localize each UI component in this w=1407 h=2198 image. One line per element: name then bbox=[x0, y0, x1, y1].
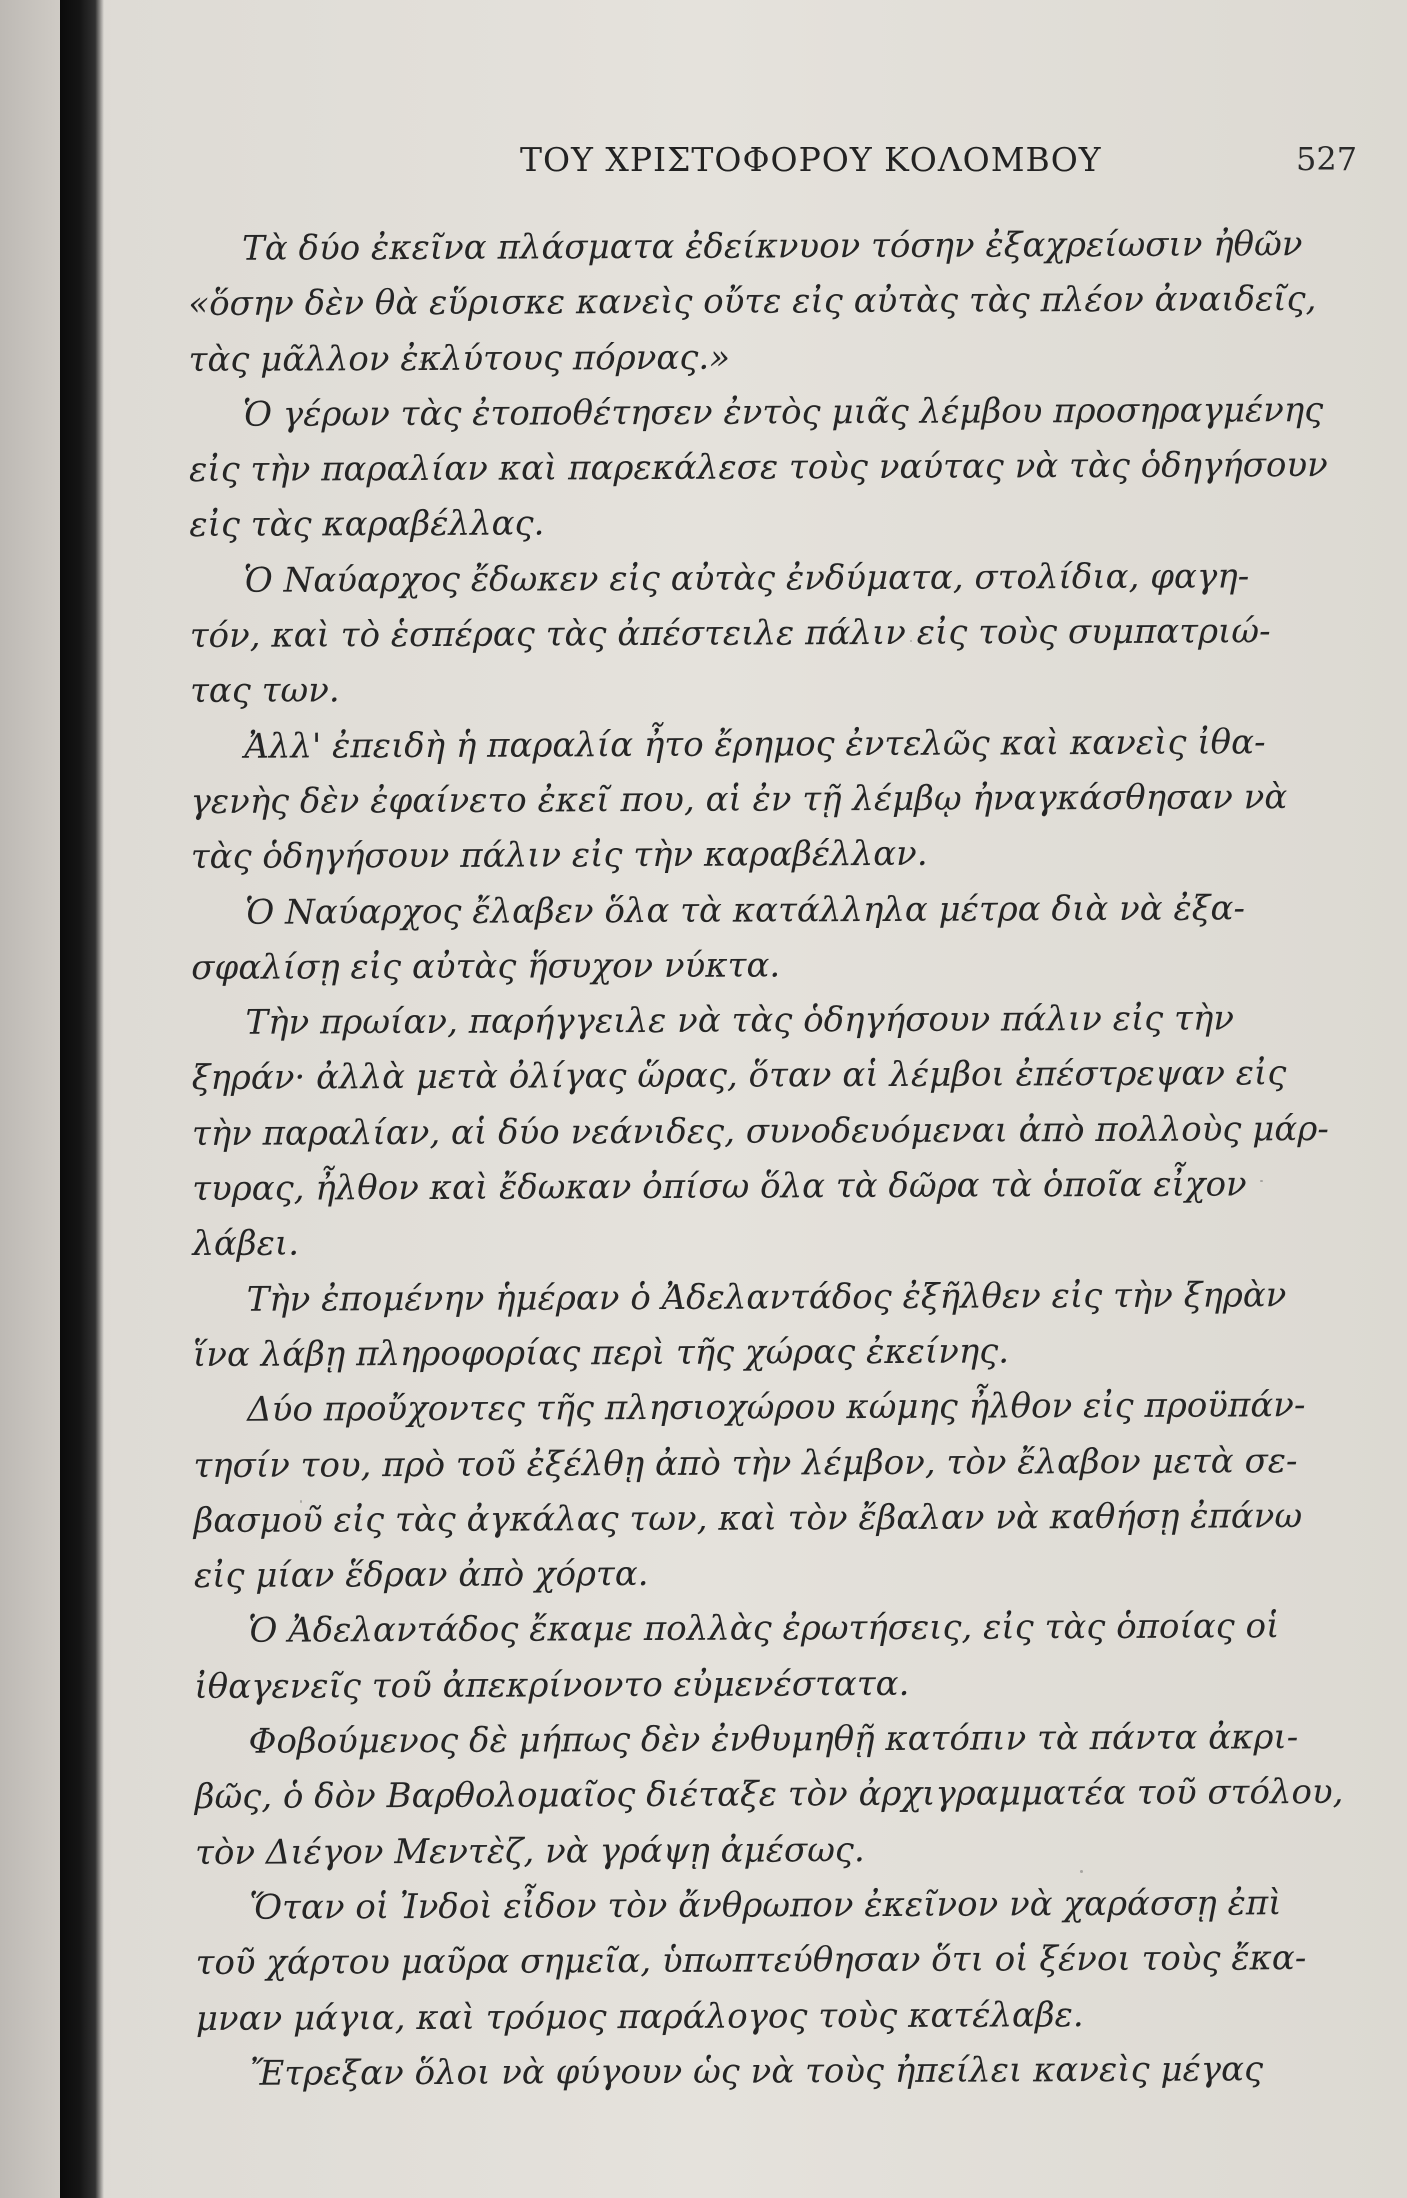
text-line: Ὅταν οἱ Ἰνδοὶ εἶδον τὸν ἄνθρωπον ἐκεῖνον νὰ χαράσσῃ ἐπὶ bbox=[249, 1883, 1282, 1928]
text-line: Ὁ Ναύαρχος ἔλαβεν ὅλα τὰ κατάλληλα μέτρα διὰ νὰ ἐξα- bbox=[244, 887, 1246, 933]
text-line: τυρας, ἦλθον καὶ ἔδωκαν ὀπίσω ὅλα τὰ δῶρα τὰ ὁποῖα εἶχον bbox=[192, 1164, 1247, 1210]
body-text bbox=[188, 217, 1356, 2102]
text-line: εἰς τὴν παραλίαν καὶ παρεκάλεσε τοὺς ναύτας νὰ τὰς ὁδηγήσουν bbox=[188, 445, 1328, 491]
text-line: ἰθαγενεῖς τοῦ ἀπεκρίνοντο εὐμενέστατα. bbox=[194, 1663, 910, 1707]
text-line: λάβει. bbox=[192, 1223, 300, 1265]
page-header bbox=[0, 140, 1407, 188]
text-line: Ἀλλ' ἐπειδὴ ἡ παραλία ἦτο ἔρημος ἐντελῶς καὶ κανεὶς ἰθα- bbox=[244, 721, 1266, 767]
text-line: «ὅσην δὲν θὰ εὕρισκε κανεὶς οὔτε εἰς αὐτὰς τὰς πλέον ἀναιδεῖς, bbox=[188, 279, 1317, 325]
text-line: τὰς ὁδηγήσουν πάλιν εἰς τὴν καραβέλλαν. bbox=[190, 834, 928, 878]
text-line: Ὁ Ναύαρχος ἔδωκεν εἰς αὐτὰς ἐνδύματα, στολίδια, φαγη- bbox=[243, 556, 1250, 601]
text-line: Φοβούμενος δὲ μήπως δὲν ἐνθυμηθῇ κατόπιν τὰ πάντα ἀκρι- bbox=[248, 1717, 1299, 1762]
text-line: Δύο προὔχοντες τῆς πλησιοχώρου κώμης ἦλθον εἰς προϋπάν- bbox=[247, 1385, 1306, 1430]
page-number: 527 bbox=[1296, 140, 1358, 178]
paper-speck bbox=[1080, 1870, 1083, 1873]
paper-speck bbox=[910, 640, 912, 642]
text-line: τὸν Διέγον Μεντὲζ, νὰ γράψῃ ἀμέσως. bbox=[195, 1829, 865, 1873]
text-line: τοῦ χάρτου μαῦρα σημεῖα, ὑπωπτεύθησαν ὅτι οἱ ξένοι τοὺς ἔκα- bbox=[195, 1938, 1307, 1984]
text-line: Τὴν πρωίαν, παρήγγειλε νὰ τὰς ὁδηγήσουν πάλιν εἰς τὴν bbox=[245, 998, 1235, 1043]
previous-page-edge bbox=[0, 0, 60, 2198]
text-line: τόν, καὶ τὸ ἑσπέρας τὰς ἀπέστειλε πάλιν εἰς τοὺς συμπατριώ- bbox=[189, 611, 1271, 657]
text-line: τησίν του, πρὸ τοῦ ἐξέλθῃ ἀπὸ τὴν λέμβον, τὸν ἔλαβον μετὰ σε- bbox=[193, 1440, 1298, 1486]
text-line: τας των. bbox=[189, 670, 340, 712]
text-line: μναν μάγια, καὶ τρόμος παράλογος τοὺς κατέλαβε. bbox=[195, 1994, 1084, 2039]
text-line: γενὴς δὲν ἐφαίνετο ἐκεῖ που, αἱ ἐν τῇ λέμβῳ ἠναγκάσθησαν νὰ bbox=[190, 777, 1288, 822]
text-line: Ὁ γέρων τὰς ἐτοποθέτησεν ἐντὸς μιᾶς λέμβου προσηραγμένης bbox=[242, 389, 1324, 435]
paper-speck bbox=[1260, 1180, 1263, 1182]
text-line: εἰς μίαν ἕδραν ἀπὸ χόρτα. bbox=[193, 1554, 649, 1597]
binding-shadow bbox=[60, 0, 104, 2198]
paper-speck bbox=[300, 1500, 302, 1503]
text-line: σφαλίσῃ εἰς αὐτὰς ἥσυχον νύκτα. bbox=[191, 945, 781, 988]
text-line: τὰς μᾶλλον ἐκλύτους πόρνας.» bbox=[188, 337, 731, 380]
text-line: ἵνα λάβῃ πληροφορίας περὶ τῆς χώρας ἐκείνης. bbox=[192, 1331, 1010, 1375]
text-line: ξηράν· ἀλλὰ μετὰ ὀλίγας ὥρας, ὅταν αἱ λέμβοι ἐπέστρεψαν εἰς bbox=[191, 1053, 1287, 1099]
text-line: Τὰ δύο ἐκεῖνα πλάσματα ἐδείκνυον τόσην ἐξαχρείωσιν ἠθῶν bbox=[242, 224, 1303, 269]
text-line: βασμοῦ εἰς τὰς ἀγκάλας των, καὶ τὸν ἔβαλαν νὰ καθήσῃ ἐπάνω bbox=[193, 1495, 1303, 1541]
text-line: βῶς, ὁ δὸν Βαρθολομαῖος διέταξε τὸν ἀρχιγραμματέα τοῦ στόλου, bbox=[194, 1772, 1344, 1818]
paper-speck bbox=[420, 360, 423, 363]
text-line: Ὁ Ἀδελαντάδος ἔκαμε πολλὰς ἐρωτήσεις, εἰς τὰς ὁποίας οἱ bbox=[248, 1606, 1280, 1652]
text-line: τὴν παραλίαν, αἱ δύο νεάνιδες, συνοδευόμεναι ἀπὸ πολλοὺς μάρ- bbox=[191, 1108, 1329, 1154]
text-line: εἰς τὰς καραβέλλας. bbox=[189, 503, 545, 546]
text-line: Ἔτρεξαν ὅλοι νὰ φύγουν ὡς νὰ τοὺς ἠπείλει κανεὶς μέγας bbox=[249, 2049, 1264, 2094]
running-title: ΤΟΥ ΧΡΙΣΤΟΦΟΡΟΥ ΚΟΛΟΜΒΟΥ bbox=[520, 140, 1102, 179]
text-line: Τὴν ἐπομένην ἡμέραν ὁ Ἀδελαντάδος ἐξῆλθεν εἰς τὴν ξηρὰν bbox=[246, 1274, 1287, 1320]
